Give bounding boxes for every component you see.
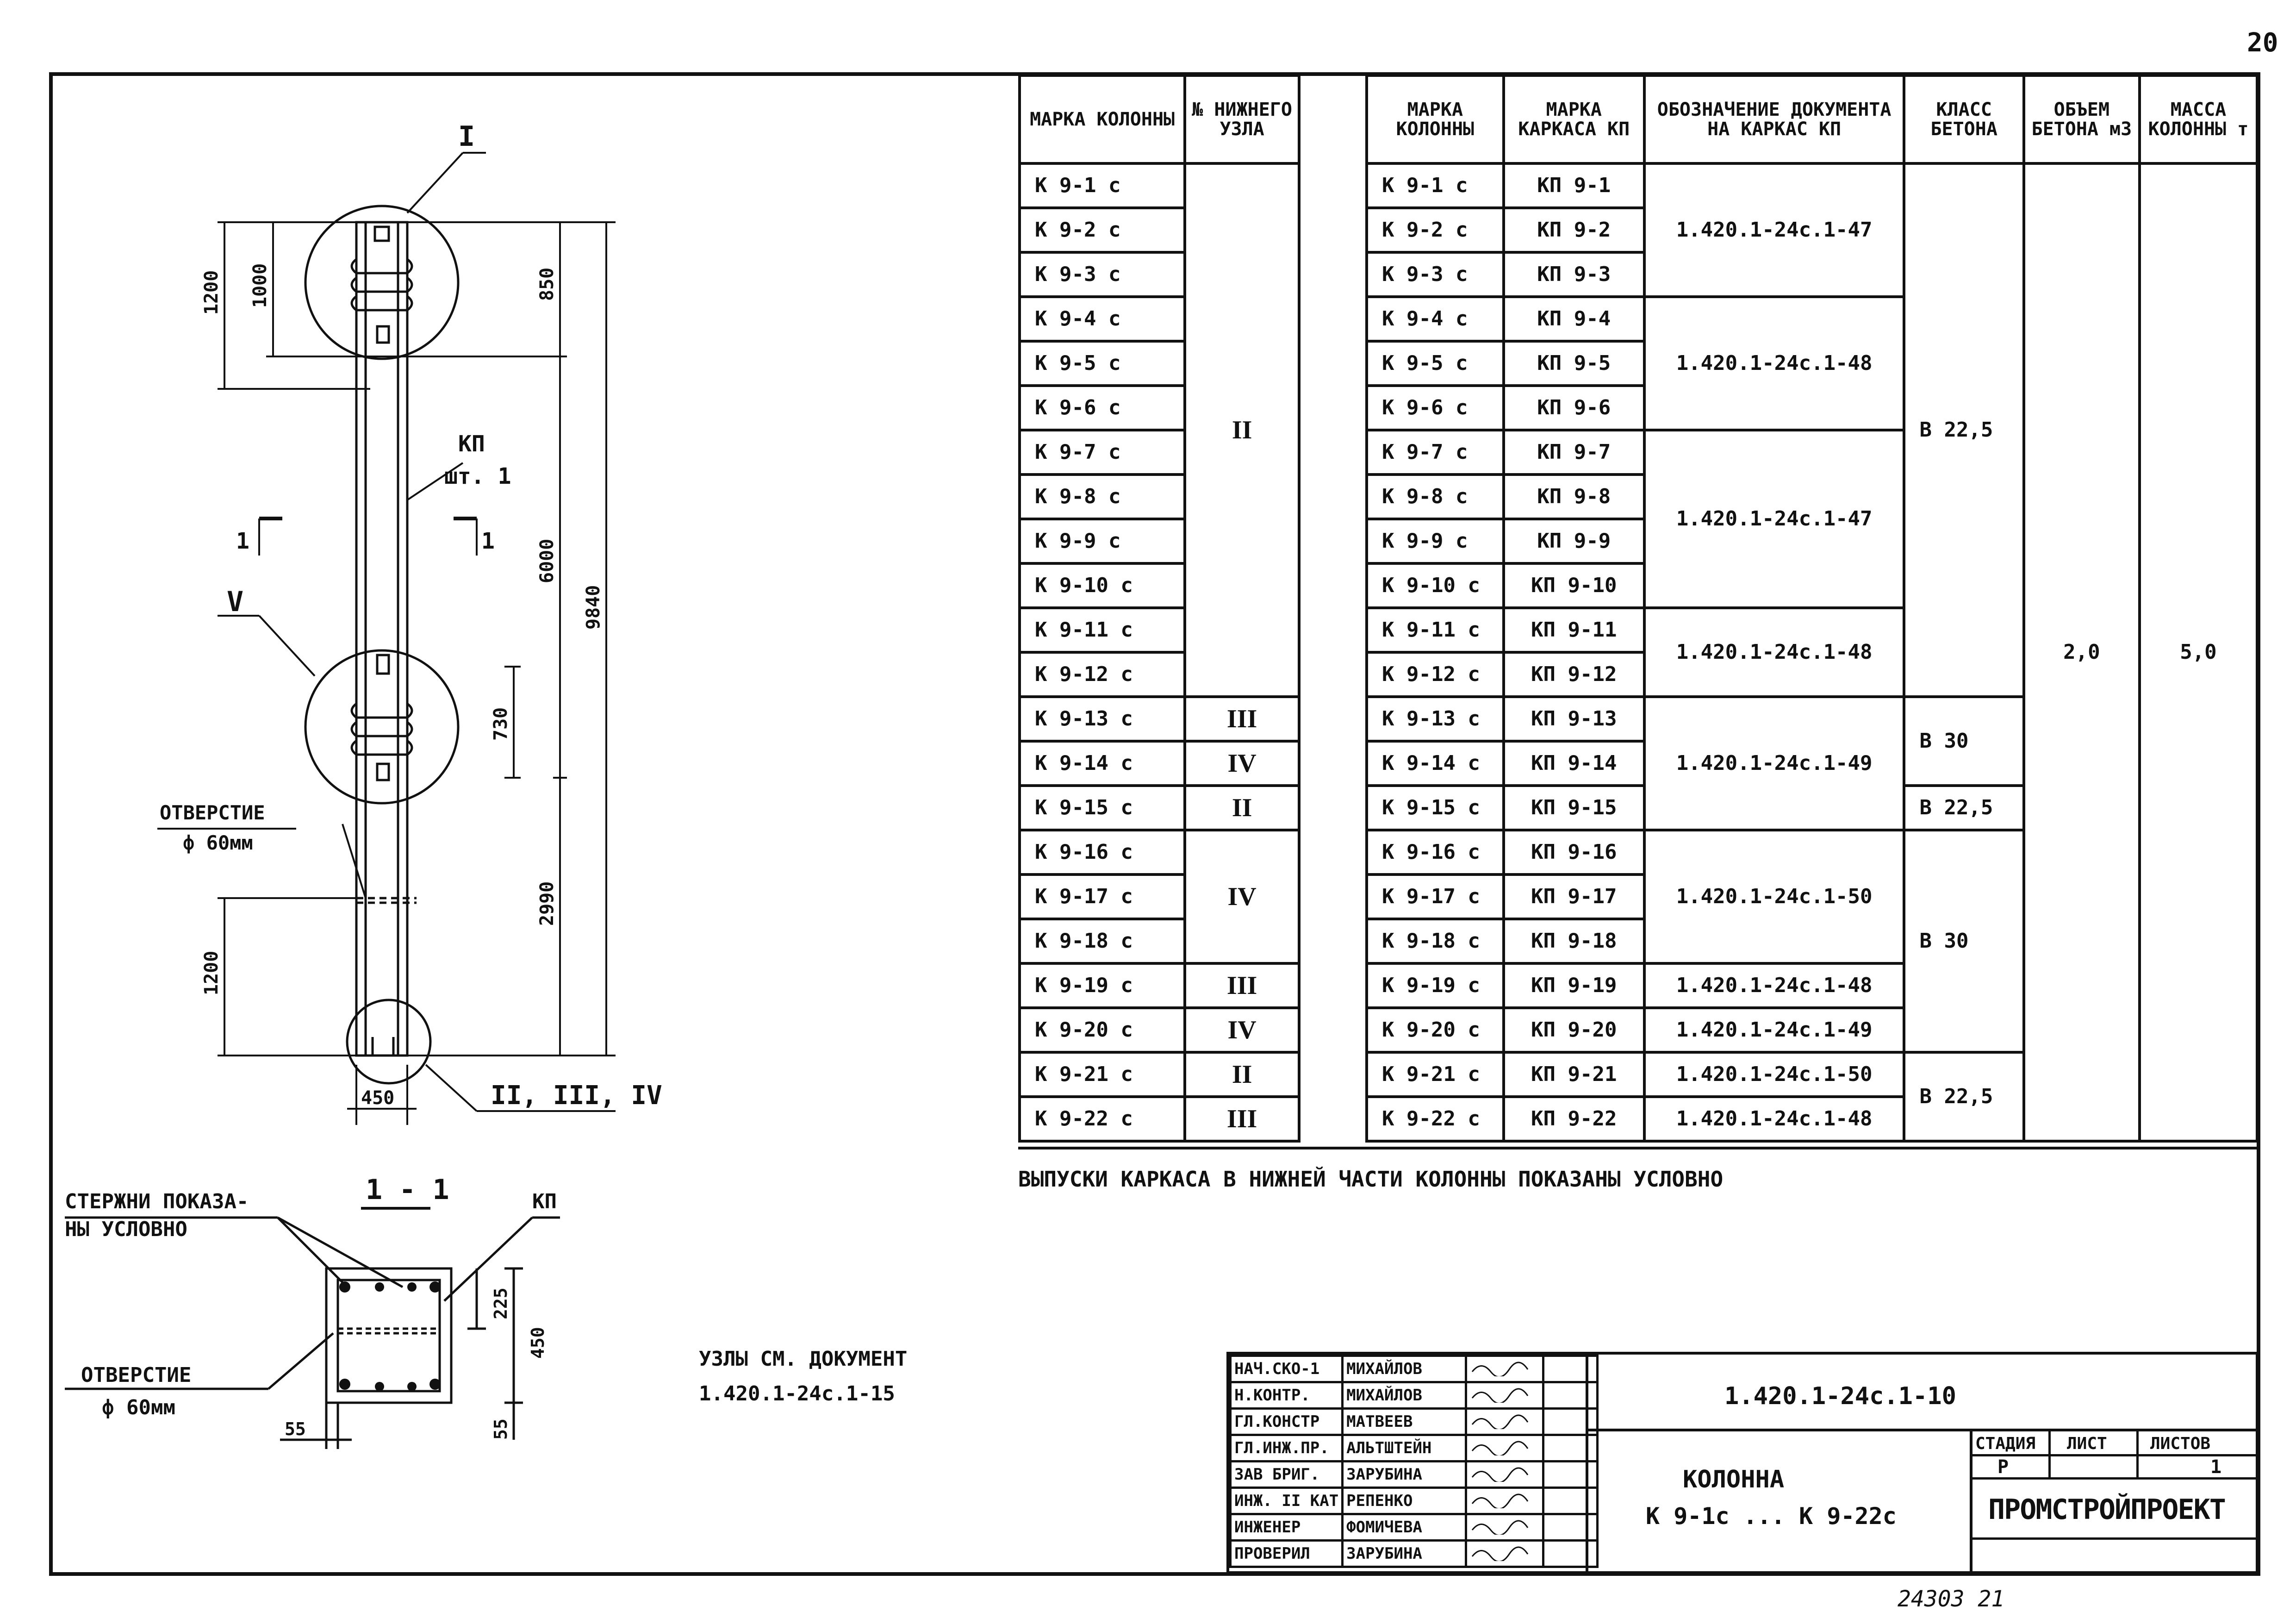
- column-mark-cell: К 9-15 с: [1020, 786, 1185, 830]
- frame-document-cell: 1.420.1-24с.1-48: [1644, 297, 1904, 430]
- frame-mark-cell: КП 9-19: [1504, 963, 1644, 1008]
- column-mark-cell: К 9-3 с: [1020, 252, 1185, 297]
- column-mark-cell: К 9-6 с: [1367, 386, 1504, 430]
- dim-9840: 9840: [583, 585, 604, 630]
- signature-cell: [1466, 1462, 1543, 1488]
- page-number: 20: [2247, 28, 2278, 58]
- column-mark-cell: К 9-5 с: [1367, 341, 1504, 386]
- frame-mark-cell: КП 9-17: [1504, 874, 1644, 919]
- signature-cell: [1466, 1514, 1543, 1541]
- frame-document-cell: 1.420.1-24с.1-50: [1644, 1052, 1904, 1097]
- signature-icon: [1470, 1490, 1530, 1508]
- staff-table: [1229, 1355, 1599, 1568]
- table-row: [1020, 963, 1299, 1008]
- dim-450: 450: [361, 1087, 395, 1109]
- staff-role: ГЛ.КОНСТР: [1231, 1409, 1343, 1435]
- header-frame-document: ОБОЗНАЧЕНИЕ ДОКУМЕНТА НА КАРКАС КП: [1644, 75, 1904, 163]
- header-node-number: № НИЖНЕГО УЗЛА: [1185, 75, 1299, 163]
- column-mass-cell: 5,0: [2140, 163, 2257, 1141]
- column-mark-cell: К 9-11 с: [1020, 608, 1185, 652]
- section-hole-label: ОТВЕРСТИЕ: [81, 1363, 192, 1387]
- frame-mark-cell: КП 9-4: [1504, 297, 1644, 341]
- header-concrete-class: КЛАСС БЕТОНА: [1904, 75, 2023, 163]
- node-label-V: V: [227, 586, 244, 618]
- sheets-header: ЛИСТОВ: [2150, 1434, 2211, 1453]
- frame-mark-cell: КП 9-9: [1504, 519, 1644, 563]
- kp-label: КП: [458, 431, 485, 457]
- frame-document-cell: 1.420.1-24с.1-47: [1644, 163, 1904, 297]
- date-cell: [1543, 1356, 1598, 1382]
- column-mark-cell: К 9-13 с: [1020, 697, 1185, 741]
- title-block: [1226, 1352, 2259, 1574]
- section-rebars: [339, 1281, 441, 1391]
- concrete-class-cell: В 30: [1904, 697, 2023, 786]
- nodes-note-line2: 1.420.1-24с.1-15: [699, 1382, 895, 1405]
- signature-cell: [1466, 1488, 1543, 1514]
- section-marker-right: 1: [481, 528, 495, 554]
- column-mark-cell: К 9-18 с: [1020, 919, 1185, 963]
- inventory-number: 24303 21: [1898, 1586, 2005, 1612]
- column-mark-cell: К 9-8 с: [1020, 475, 1185, 519]
- date-cell: [1543, 1462, 1598, 1488]
- staff-name: АЛЬТШТЕЙН: [1343, 1435, 1466, 1462]
- frame-document-cell: 1.420.1-24с.1-48: [1644, 608, 1904, 697]
- table-row: [1020, 1008, 1299, 1052]
- column-mark-cell: К 9-21 с: [1367, 1052, 1504, 1097]
- stage-header: СТАДИЯ: [1975, 1434, 2036, 1453]
- staff-row: [1231, 1514, 1598, 1541]
- signature-icon: [1470, 1411, 1530, 1429]
- staff-row: [1231, 1541, 1598, 1567]
- column-mark-cell: К 9-17 с: [1020, 874, 1185, 919]
- frame-mark-cell: КП 9-6: [1504, 386, 1644, 430]
- frame-mark-cell: КП 9-1: [1504, 163, 1644, 208]
- section-dim-55-right: 55: [491, 1418, 511, 1440]
- column-mark-cell: К 9-10 с: [1020, 563, 1185, 608]
- node-number-cell: II: [1185, 1052, 1299, 1097]
- column-mark-cell: К 9-11 с: [1367, 608, 1504, 652]
- staff-row: [1231, 1488, 1598, 1514]
- section-dim-450: 450: [528, 1327, 548, 1359]
- signature-icon: [1470, 1516, 1530, 1535]
- signature-cell: [1466, 1435, 1543, 1462]
- sheet-header: ЛИСТ: [2067, 1434, 2107, 1453]
- node-number-cell: II: [1185, 163, 1299, 697]
- elevation-dimension-texts: [201, 263, 604, 1109]
- frame-mark-cell: КП 9-20: [1504, 1008, 1644, 1052]
- staff-name: МАТВЕЕВ: [1343, 1409, 1466, 1435]
- node-number-cell: IV: [1185, 1008, 1299, 1052]
- frame-mark-cell: КП 9-22: [1504, 1097, 1644, 1141]
- doc-code: 1.420.1-24с.1-10: [1724, 1382, 1956, 1410]
- column-mark-cell: К 9-20 с: [1020, 1008, 1185, 1052]
- staff-role: ИНЖ. II КАТ: [1231, 1488, 1343, 1514]
- column-mark-cell: К 9-2 с: [1367, 208, 1504, 252]
- table-row: [1020, 1097, 1299, 1141]
- staff-row: [1231, 1462, 1598, 1488]
- stage-value: Р: [1997, 1456, 2009, 1478]
- column-mark-cell: К 9-10 с: [1367, 563, 1504, 608]
- section-dim-225: 225: [491, 1287, 511, 1319]
- table-row: [1020, 697, 1299, 741]
- signature-cell: [1466, 1541, 1543, 1567]
- staff-row: [1231, 1382, 1598, 1409]
- frame-mark-cell: КП 9-18: [1504, 919, 1644, 963]
- column-mark-cell: К 9-22 с: [1367, 1097, 1504, 1141]
- section-marker-left: 1: [236, 528, 249, 554]
- date-cell: [1543, 1488, 1598, 1514]
- column-mark-cell: К 9-14 с: [1020, 741, 1185, 786]
- staff-name: ФОМИЧЕВА: [1343, 1514, 1466, 1541]
- section-kp-label: КП: [532, 1190, 557, 1213]
- column-mark-cell: К 9-7 с: [1367, 430, 1504, 475]
- staff-row: [1231, 1435, 1598, 1462]
- frame-mark-cell: КП 9-10: [1504, 563, 1644, 608]
- staff-row: [1231, 1409, 1598, 1435]
- column-mark-cell: К 9-9 с: [1020, 519, 1185, 563]
- date-cell: [1543, 1435, 1598, 1462]
- doc-title: КОЛОННА: [1683, 1466, 1785, 1493]
- hole-label: ОТВЕРСТИЕ: [160, 801, 265, 824]
- column-spec-table: [1365, 74, 2259, 1143]
- dim-850: 850: [536, 267, 558, 301]
- frame-document-cell: 1.420.1-24с.1-47: [1644, 430, 1904, 608]
- frame-document-cell: 1.420.1-24с.1-49: [1644, 1008, 1904, 1052]
- sheets-value: 1: [2210, 1456, 2222, 1478]
- column-node-table: [1018, 74, 1300, 1143]
- column-mark-cell: К 9-12 с: [1020, 652, 1185, 697]
- column-mark-cell: К 9-16 с: [1367, 830, 1504, 874]
- note-text: ВЫПУСКИ КАРКАСА В НИЖНЕЙ ЧАСТИ КОЛОННЫ ПОКАЗАНЫ УСЛОВНО: [1018, 1167, 1724, 1192]
- frame-mark-cell: КП 9-13: [1504, 697, 1644, 741]
- signature-cell: [1466, 1356, 1543, 1382]
- frame-mark-cell: КП 9-16: [1504, 830, 1644, 874]
- column-mark-cell: К 9-1 с: [1367, 163, 1504, 208]
- column-elevation: [305, 206, 458, 1083]
- concrete-class-cell: В 22,5: [1904, 163, 2023, 697]
- column-mark-cell: К 9-5 с: [1020, 341, 1185, 386]
- section-title: 1 - 1: [366, 1174, 449, 1206]
- signature-cell: [1466, 1409, 1543, 1435]
- staff-role: ПРОВЕРИЛ: [1231, 1541, 1343, 1567]
- column-mark-cell: К 9-2 с: [1020, 208, 1185, 252]
- column-mark-cell: К 9-22 с: [1020, 1097, 1185, 1141]
- nodes-note-line1: УЗЛЫ СМ. ДОКУМЕНТ: [699, 1347, 908, 1371]
- node-number-cell: III: [1185, 697, 1299, 741]
- header-column-mass: МАССА КОЛОННЫ т: [2140, 75, 2257, 163]
- node-label-I: I: [458, 120, 475, 153]
- staff-role: ГЛ.ИНЖ.ПР.: [1231, 1435, 1343, 1462]
- date-cell: [1543, 1514, 1598, 1541]
- column-mark-cell: К 9-15 с: [1367, 786, 1504, 830]
- frame-mark-cell: КП 9-21: [1504, 1052, 1644, 1097]
- dim-1200-top: 1200: [201, 270, 222, 315]
- frame-mark-cell: КП 9-15: [1504, 786, 1644, 830]
- concrete-volume-cell: 2,0: [2024, 163, 2140, 1141]
- table-row: [1367, 163, 2257, 208]
- header-column-mark: МАРКА КОЛОННЫ: [1367, 75, 1504, 163]
- staff-name: РЕПЕНКО: [1343, 1488, 1466, 1514]
- staff-name: ЗАРУБИНА: [1343, 1462, 1466, 1488]
- frame-document-cell: 1.420.1-24с.1-50: [1644, 830, 1904, 963]
- doc-subtitle: К 9-1с ... К 9-22с: [1646, 1503, 1897, 1530]
- frame-document-cell: 1.420.1-24с.1-48: [1644, 963, 1904, 1008]
- table-row: [1020, 741, 1299, 786]
- column-mark-cell: К 9-19 с: [1020, 963, 1185, 1008]
- staff-name: МИХАЙЛОВ: [1343, 1382, 1466, 1409]
- dim-2990: 2990: [536, 881, 558, 926]
- signature-icon: [1470, 1543, 1530, 1561]
- section-hole-size: ф 60мм: [102, 1396, 175, 1419]
- column-mark-cell: К 9-8 с: [1367, 475, 1504, 519]
- column-mark-cell: К 9-9 с: [1367, 519, 1504, 563]
- frame-mark-cell: КП 9-11: [1504, 608, 1644, 652]
- dim-1200-bottom: 1200: [201, 950, 222, 995]
- column-mark-cell: К 9-21 с: [1020, 1052, 1185, 1097]
- node-number-cell: III: [1185, 1097, 1299, 1141]
- column-mark-cell: К 9-20 с: [1367, 1008, 1504, 1052]
- column-mark-cell: К 9-6 с: [1020, 386, 1185, 430]
- frame-mark-cell: КП 9-14: [1504, 741, 1644, 786]
- dim-730: 730: [490, 707, 511, 741]
- dim-1000: 1000: [249, 263, 271, 308]
- frame-mark-cell: КП 9-3: [1504, 252, 1644, 297]
- frame-mark-cell: КП 9-7: [1504, 430, 1644, 475]
- date-cell: [1543, 1382, 1598, 1409]
- header-concrete-volume: ОБЪЕМ БЕТОНА м3: [2024, 75, 2140, 163]
- column-mark-cell: К 9-14 с: [1367, 741, 1504, 786]
- staff-name: МИХАЙЛОВ: [1343, 1356, 1466, 1382]
- header-column-mark: МАРКА КОЛОННЫ: [1020, 75, 1185, 163]
- table-row: [1020, 786, 1299, 830]
- column-mark-cell: К 9-7 с: [1020, 430, 1185, 475]
- column-mark-cell: К 9-4 с: [1367, 297, 1504, 341]
- frame-mark-cell: КП 9-8: [1504, 475, 1644, 519]
- rods-label-line2: НЫ УСЛОВНО: [65, 1218, 187, 1241]
- concrete-class-cell: В 22,5: [1904, 786, 2023, 830]
- column-mark-cell: К 9-3 с: [1367, 252, 1504, 297]
- signature-icon: [1470, 1358, 1530, 1376]
- concrete-class-cell: В 22,5: [1904, 1052, 2023, 1141]
- column-mark-cell: К 9-16 с: [1020, 830, 1185, 874]
- staff-role: ИНЖЕНЕР: [1231, 1514, 1343, 1541]
- table-row: [1020, 1052, 1299, 1097]
- signature-cell: [1466, 1382, 1543, 1409]
- dim-6000: 6000: [536, 538, 558, 583]
- rods-label-line1: СТЕРЖНИ ПОКАЗА-: [65, 1190, 249, 1213]
- column-mark-cell: К 9-19 с: [1367, 963, 1504, 1008]
- frame-mark-cell: КП 9-2: [1504, 208, 1644, 252]
- frame-mark-cell: КП 9-5: [1504, 341, 1644, 386]
- node-number-cell: II: [1185, 786, 1299, 830]
- signature-icon: [1470, 1384, 1530, 1403]
- section-texts: [65, 1174, 557, 1440]
- staff-role: ЗАВ БРИГ.: [1231, 1462, 1343, 1488]
- frame-document-cell: 1.420.1-24с.1-48: [1644, 1097, 1904, 1141]
- column-mark-cell: К 9-4 с: [1020, 297, 1185, 341]
- node-number-cell: III: [1185, 963, 1299, 1008]
- concrete-class-cell: В 30: [1904, 830, 2023, 1052]
- staff-role: Н.КОНТР.: [1231, 1382, 1343, 1409]
- node-number-cell: IV: [1185, 741, 1299, 786]
- signature-icon: [1470, 1437, 1530, 1455]
- node-label-bottom: II, III, IV: [491, 1081, 662, 1111]
- staff-name: ЗАРУБИНА: [1343, 1541, 1466, 1567]
- column-mark-cell: К 9-12 с: [1367, 652, 1504, 697]
- column-mark-cell: К 9-18 с: [1367, 919, 1504, 963]
- frame-mark-cell: КП 9-12: [1504, 652, 1644, 697]
- date-cell: [1543, 1541, 1598, 1567]
- section-dim-55-bottom: 55: [285, 1419, 306, 1439]
- column-mark-cell: К 9-13 с: [1367, 697, 1504, 741]
- staff-row: [1231, 1356, 1598, 1382]
- kp-count: шт. 1: [444, 463, 511, 489]
- hole-size: ф 60мм: [183, 831, 253, 854]
- table-row: [1020, 163, 1299, 208]
- column-mark-cell: К 9-1 с: [1020, 163, 1185, 208]
- staff-role: НАЧ.СКО-1: [1231, 1356, 1343, 1382]
- organization: ПРОМСТРОЙПРОЕКТ: [1988, 1493, 2225, 1526]
- signature-icon: [1470, 1463, 1530, 1482]
- node-number-cell: IV: [1185, 830, 1299, 963]
- table-row: [1020, 830, 1299, 874]
- header-frame-mark: МАРКА КАРКАСА КП: [1504, 75, 1644, 163]
- frame-document-cell: 1.420.1-24с.1-49: [1644, 697, 1904, 830]
- column-mark-cell: К 9-17 с: [1367, 874, 1504, 919]
